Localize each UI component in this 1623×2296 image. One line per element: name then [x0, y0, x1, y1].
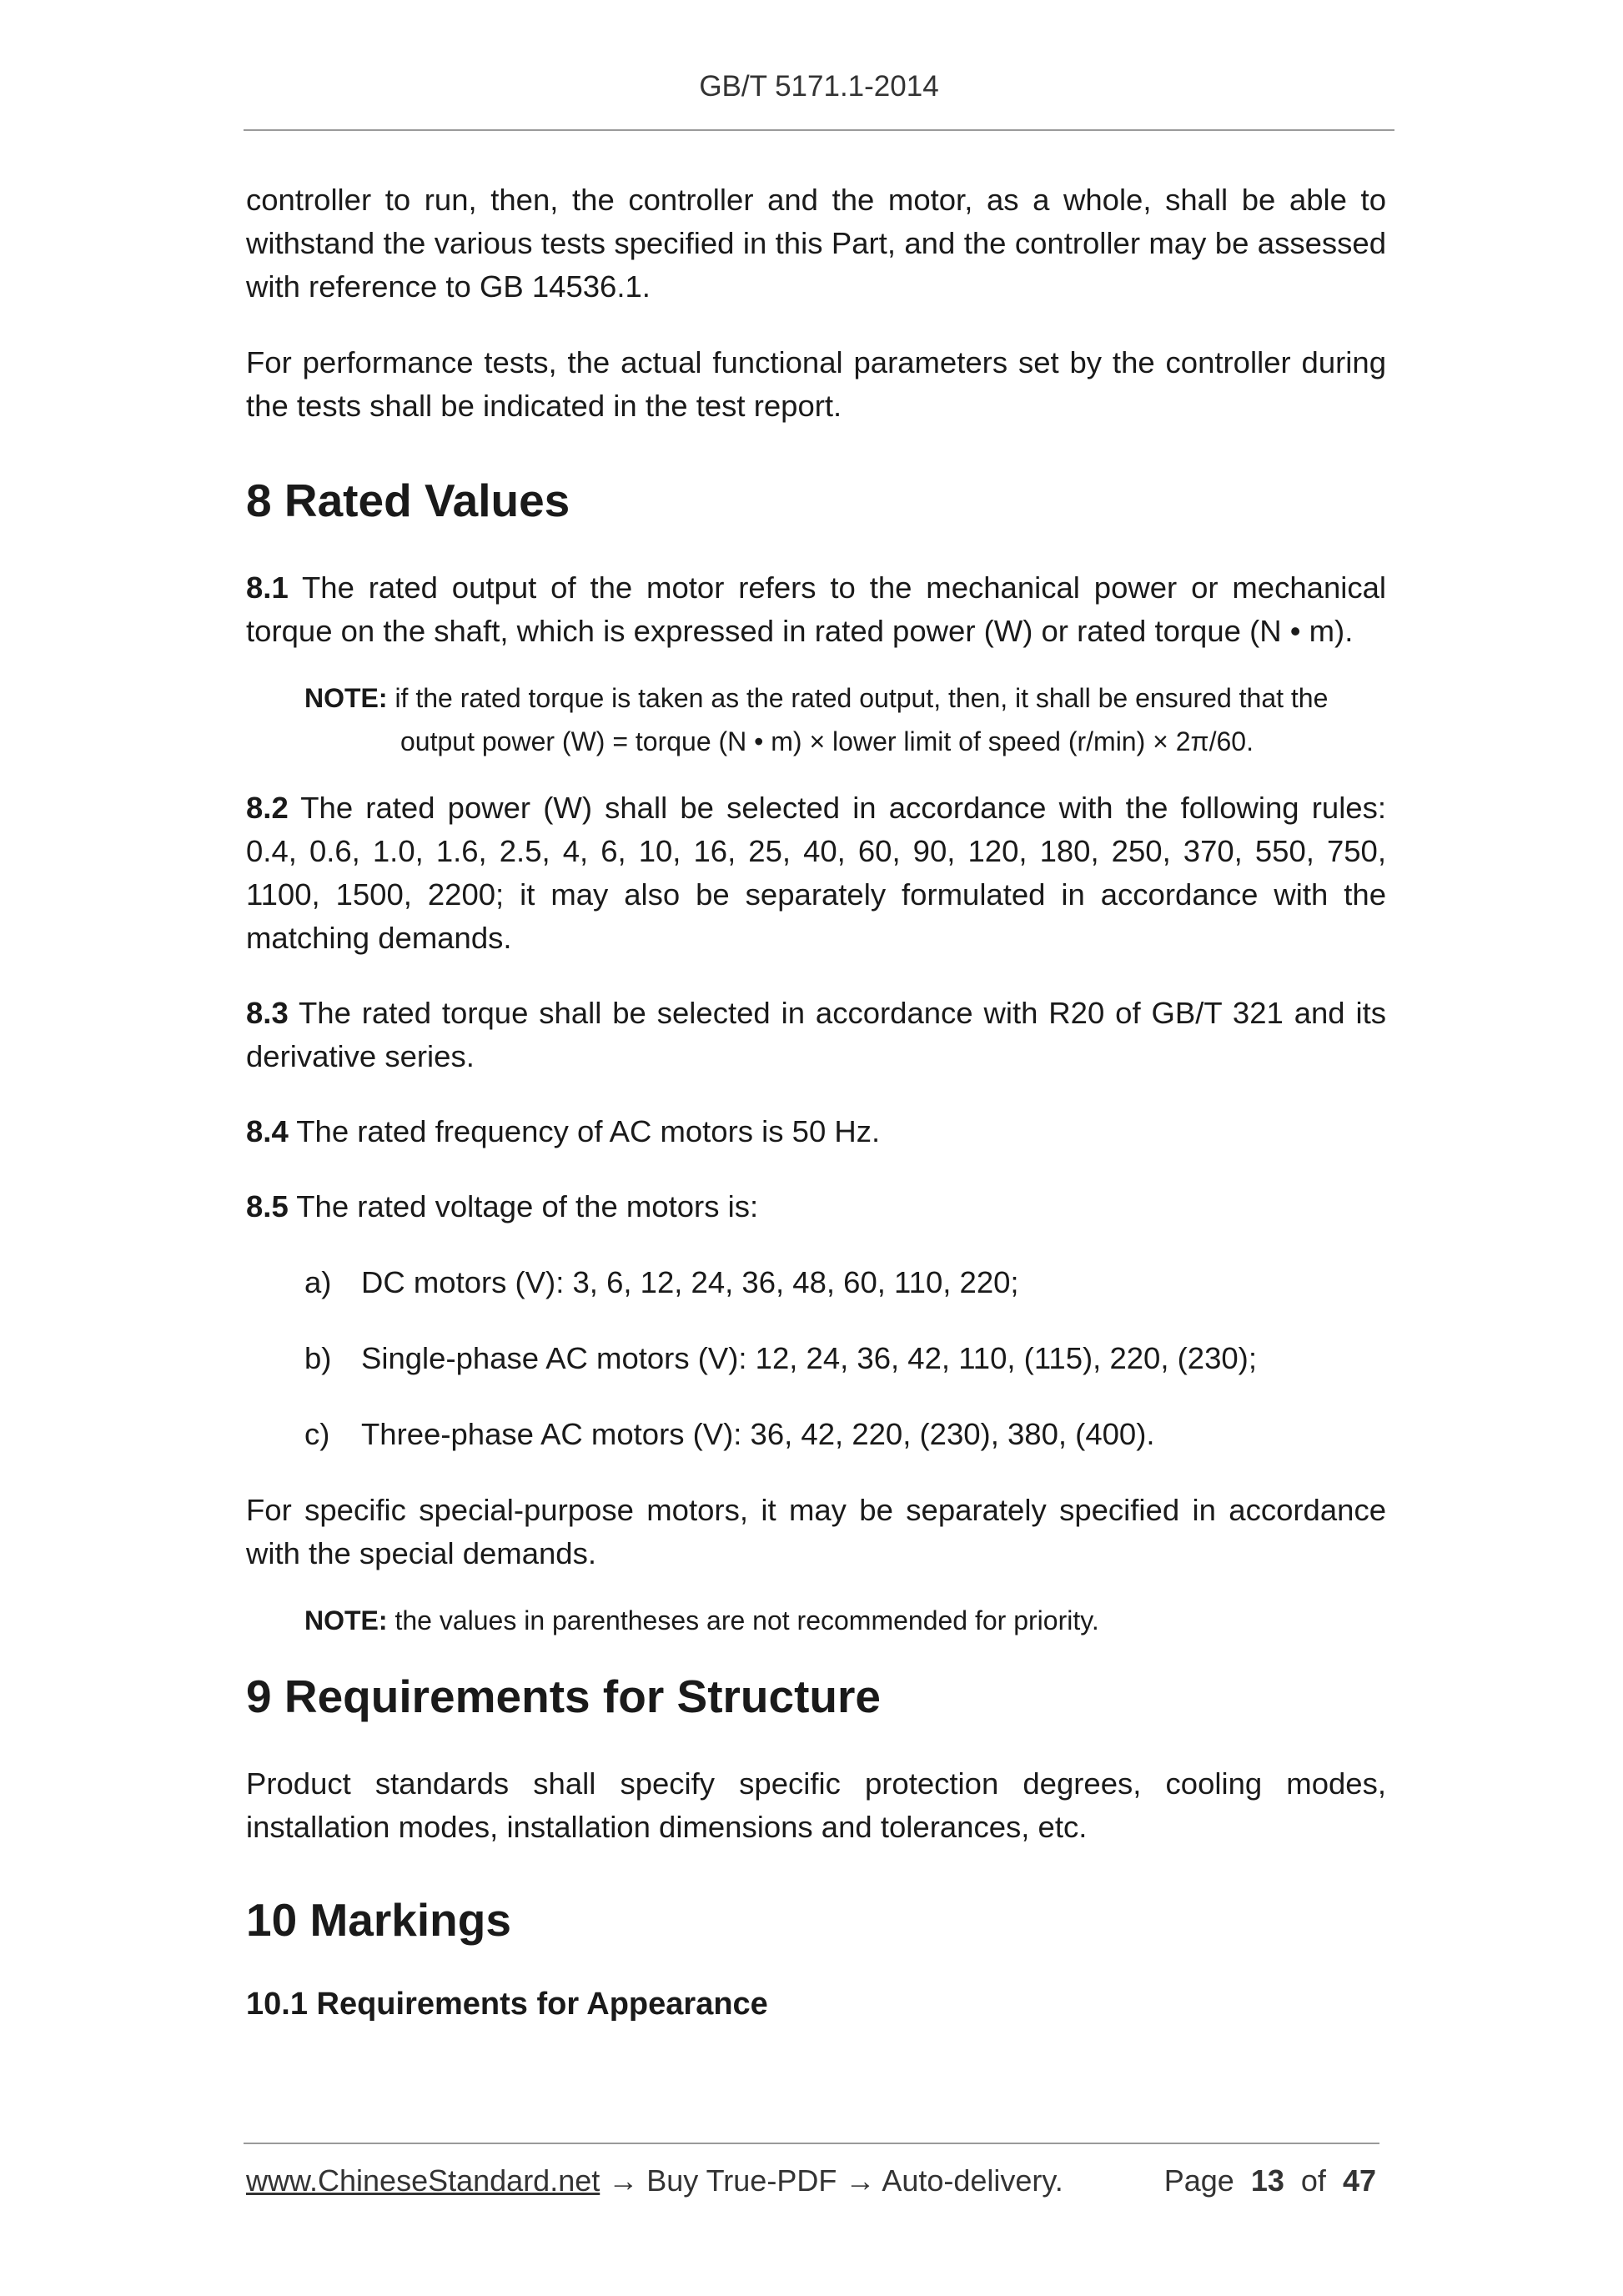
- clause-8-5-text: The rated voltage of the motors is:: [296, 1189, 759, 1223]
- page-indicator: [1164, 2163, 1376, 2198]
- clause-8-4-text: The rated frequency of AC motors is 50 Hz.: [296, 1114, 881, 1148]
- note-label: NOTE:: [304, 683, 388, 713]
- clause-8-1-number: 8.1: [246, 570, 289, 605]
- note-line-2: output power (W) = torque (N • m) × lower limit of speed (r/min) × 2π/60.: [400, 726, 1254, 756]
- list-text: Single-phase AC motors (V): 12, 24, 36, 42, 110, (115), 220, (230);: [361, 1341, 1257, 1375]
- note-line-1: if the rated torque is taken as the rated output, then, it shall be ensured that the: [394, 683, 1329, 713]
- clause-8-3: [246, 992, 1386, 1078]
- section-8-heading: 8 Rated Values: [246, 475, 570, 526]
- note-parentheses: [304, 1599, 1386, 1642]
- document-footer: [246, 2163, 1376, 2198]
- list-text: Three-phase AC motors (V): 36, 42, 220, (230), 380, (400).: [361, 1417, 1155, 1451]
- note-label: NOTE:: [304, 1605, 388, 1635]
- clause-8-4-number: 8.4: [246, 1114, 289, 1148]
- section-10-heading: 10 Markings: [246, 1894, 511, 1946]
- page-number: 13: [1250, 2163, 1284, 2198]
- list-item-single-phase: [304, 1337, 1386, 1380]
- website-link[interactable]: www.ChineseStandard.net: [246, 2163, 600, 2198]
- footer-tagline: → Buy True-PDF → Auto-delivery.: [600, 2163, 1063, 2198]
- intro-paragraph-2: For performance tests, the actual functional parameters set by the controller during the tests shall be indicated in the test report.: [246, 345, 1386, 423]
- list-marker: a): [304, 1265, 332, 1299]
- document-header: GB/T 5171.1-2014: [699, 70, 939, 103]
- clause-8-5-number: 8.5: [246, 1189, 289, 1223]
- clause-8-2-text: The rated power (W) shall be selected in accordance with the following rules: 0.4, 0.6, 1.0, 1.6, 2.5, 4, 6, 10, 16, 25, 40, 60, 90, 120, 180, 250, 370, 550, 750, 1100, 1500, 2200; it may also be separately formulated in accordance with the matching demands.: [246, 791, 1387, 955]
- page-content: [246, 178, 1386, 2026]
- list-item-three-phase: [304, 1413, 1386, 1456]
- special-purpose-paragraph: For specific special-purpose motors, it may be separately specified in accordance with the special demands.: [246, 1493, 1386, 1570]
- clause-8-2-number: 8.2: [246, 791, 289, 825]
- page-total: 47: [1342, 2163, 1376, 2198]
- of-word: of: [1300, 2163, 1326, 2198]
- page-word: Page: [1163, 2163, 1234, 2198]
- clause-8-5: [246, 1185, 1386, 1228]
- clause-8-3-number: 8.3: [246, 996, 289, 1030]
- list-marker: b): [304, 1341, 332, 1375]
- clause-8-1-text: The rated output of the motor refers to the mechanical power or mechanical torque on the shaft, which is expressed in rated power (W) or rated torque (N • m).: [246, 570, 1387, 648]
- section-9-heading: 9 Requirements for Structure: [246, 1671, 882, 1722]
- section-10-1-heading: 10.1 Requirements for Appearance: [246, 1987, 768, 2022]
- list-text: DC motors (V): 3, 6, 12, 24, 36, 48, 60, 110, 220;: [361, 1265, 1019, 1299]
- clause-8-2: [246, 786, 1386, 960]
- list-marker: c): [304, 1417, 330, 1451]
- clause-8-3-text: The rated torque shall be selected in accordance with R20 of GB/T 321 and its derivative series.: [246, 996, 1387, 1073]
- intro-paragraph-1: controller to run, then, the controller and the motor, as a whole, shall be able to withstand the various tests specified in this Part, and the controller may be assessed with reference to GB 14536.1.: [246, 183, 1386, 304]
- note-rated-torque: [304, 676, 1386, 763]
- note-text: the values in parentheses are not recommended for priority.: [394, 1605, 1099, 1635]
- section-9-paragraph: Product standards shall specify specific protection degrees, cooling modes, installation modes, installation dimensions and tolerances, etc.: [246, 1766, 1386, 1844]
- header-divider: [244, 129, 1394, 131]
- list-item-dc: [304, 1261, 1386, 1304]
- footer-divider: [244, 2143, 1379, 2144]
- clause-8-1: [246, 566, 1386, 653]
- clause-8-4: [246, 1110, 1386, 1153]
- footer-left: [246, 2163, 1063, 2198]
